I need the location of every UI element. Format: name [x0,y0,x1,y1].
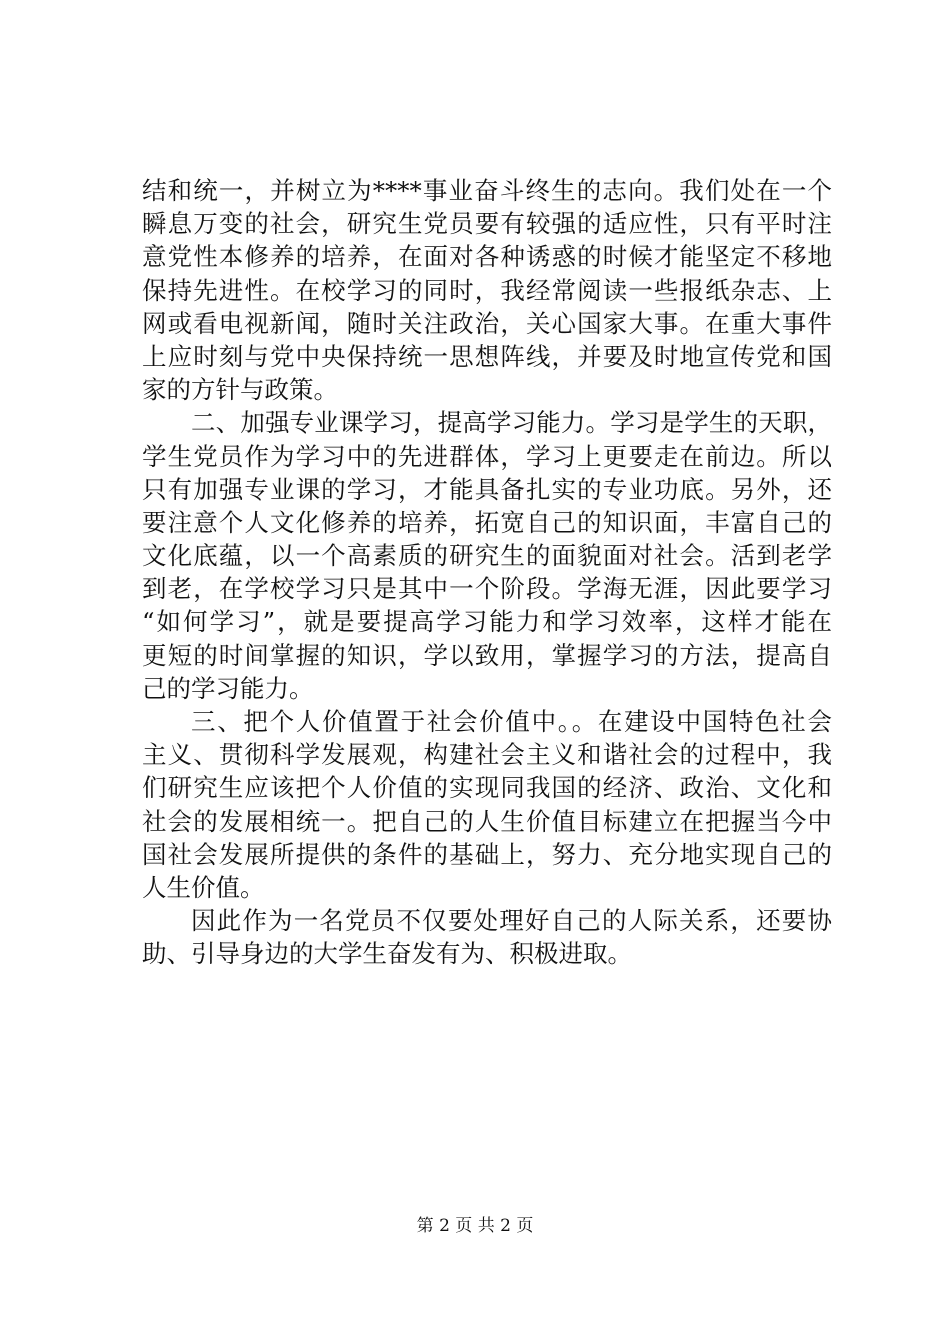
paragraph-start-line: 二、加强专业课学习，提高学习能力。学习是学生的天职， [191,408,832,438]
text-line: 主义、贯彻科学发展观，构建社会主义和谐社会的过程中，我 [142,740,832,770]
text-line: 己的学习能力。 [142,673,314,703]
text-line: “如何学习”，就是要提高学习能力和学习效率，这样才能在 [142,607,832,637]
text-line: 文化底蕴，以一个高素质的研究生的面貌面对社会。活到老学 [142,541,832,571]
text-line: 网或看电视新闻，随时关注政治，关心国家大事。在重大事件 [142,308,832,338]
text-line: 保持先进性。在校学习的同时，我经常阅读一些报纸杂志、上 [142,275,832,305]
text-line: 意党性本修养的培养，在面对各种诱惑的时候才能坚定不移地 [142,242,832,272]
text-line: 只有加强专业课的学习，才能具备扎实的专业功底。另外，还 [142,474,832,504]
text-line: 国社会发展所提供的条件的基础上，努力、充分地实现自己的 [142,839,832,869]
text-line: 要注意个人文化修养的培养，拓宽自己的知识面，丰富自己的 [142,507,832,537]
text-line: 助、引导身边的大学生奋发有为、积极进取。 [142,939,632,969]
paragraph-start-line: 三、把个人价值置于社会价值中。。在建设中国特色社会 [191,707,832,736]
text-line: 更短的时间掌握的知识，学以致用，掌握学习的方法，提高自 [142,640,832,670]
text-line: 家的方针与政策。 [142,375,338,405]
body-text [142,174,832,971]
text-line: 到老，在学校学习只是其中一个阶段。学海无涯，因此要学习 [142,574,832,604]
text-line: 上应时刻与党中央保持统一思想阵线，并要及时地宣传党和国 [142,341,832,371]
page-number-label: 第 2 页 共 2 页 [416,1216,534,1236]
text-line: 瞬息万变的社会，研究生党员要有较强的适应性，只有平时注 [142,209,832,239]
page-footer [0,1214,950,1238]
text-line: 社会的发展相统一。把自己的人生价值目标建立在把握当今中 [142,806,832,836]
text-line: 们研究生应该把个人价值的实现同我国的经济、政治、文化和 [142,773,832,803]
text-line: 学生党员作为学习中的先进群体，学习上更要走在前边。所以 [142,441,832,471]
text-line: 人生价值。 [142,872,265,902]
paragraph-start-line: 因此作为一名党员不仅要处理好自己的人际关系，还要协 [191,906,832,936]
text-line: 结和统一，并树立为****事业奋斗终生的志向。我们处在一个 [142,176,832,205]
